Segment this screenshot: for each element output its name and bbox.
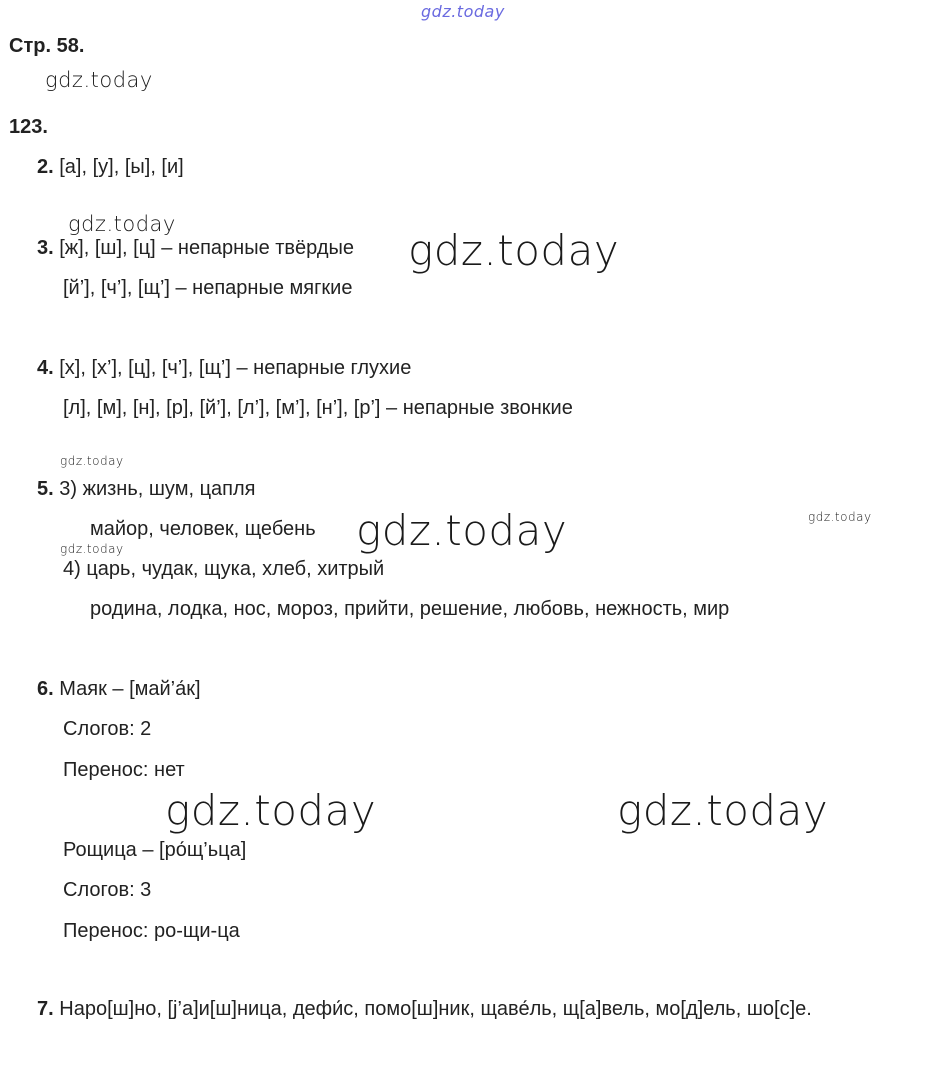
watermark: gdz.today	[408, 226, 620, 275]
item-3	[37, 236, 354, 260]
item-number: 3.	[37, 237, 54, 259]
watermark-top: gdz.today	[421, 2, 505, 21]
item-5-line-3: 4) царь, чудак, щука, хлеб, хитрый	[63, 558, 385, 580]
item-2	[37, 155, 184, 179]
item-text: [ж], [ш], [ц] – непарные твёрдые	[59, 237, 355, 259]
item-6-line-3: Перенос: нет	[63, 759, 185, 781]
item-6-line-4: Рощица – [ро́щ’ьца]	[63, 839, 247, 861]
item-5	[37, 477, 255, 501]
item-5-line-4: родина, лодка, нос, мороз, прийти, решение, любовь, нежность, мир	[90, 598, 730, 620]
item-5-line-2: майор, человек, щебень	[90, 518, 316, 540]
item-text: Маяк – [май’а́к]	[59, 678, 201, 700]
watermark: gdz.today	[60, 542, 124, 556]
page-title: Стр. 58.	[9, 35, 85, 57]
item-number: 2.	[37, 156, 54, 178]
item-3-line-2: [й’], [ч’], [щ’] – непарные мягкие	[63, 277, 353, 299]
item-text: [х], [х’], [ц], [ч’], [щ’] – непарные глухие	[59, 357, 412, 379]
item-6-line-5: Слогов: 3	[63, 879, 152, 901]
item-text: 3) жизнь, шум, цапля	[59, 478, 256, 500]
item-number: 7.	[37, 998, 54, 1020]
watermark: gdz.today	[808, 510, 872, 524]
item-4	[37, 356, 411, 380]
item-6-line-6: Перенос: ро-щи-ца	[63, 920, 240, 942]
watermark: gdz.today	[68, 212, 176, 236]
item-6	[37, 677, 201, 701]
item-7	[37, 989, 912, 1029]
watermark: gdz.today	[356, 506, 568, 555]
item-text: Наро[ш]но, [j’а]и[ш]ница, дефи́с, помо[ш]ник, щаве́ль, щ[а]вель, мо[д]ель, шо[с]е.	[59, 998, 812, 1020]
item-text: [а], [у], [ы], [и]	[59, 156, 184, 178]
item-number: 6.	[37, 678, 54, 700]
item-6-line-2: Слогов: 2	[63, 718, 152, 740]
item-number: 5.	[37, 478, 54, 500]
exercise-number: 123.	[9, 116, 48, 138]
item-number: 4.	[37, 357, 54, 379]
watermark: gdz.today	[165, 786, 377, 835]
watermark: gdz.today	[45, 68, 153, 92]
watermark: gdz.today	[60, 454, 124, 468]
item-4-line-2: [л], [м], [н], [р], [й’], [л’], [м’], [н’], [р’] – непарные звонкие	[63, 397, 573, 419]
watermark: gdz.today	[617, 786, 829, 835]
